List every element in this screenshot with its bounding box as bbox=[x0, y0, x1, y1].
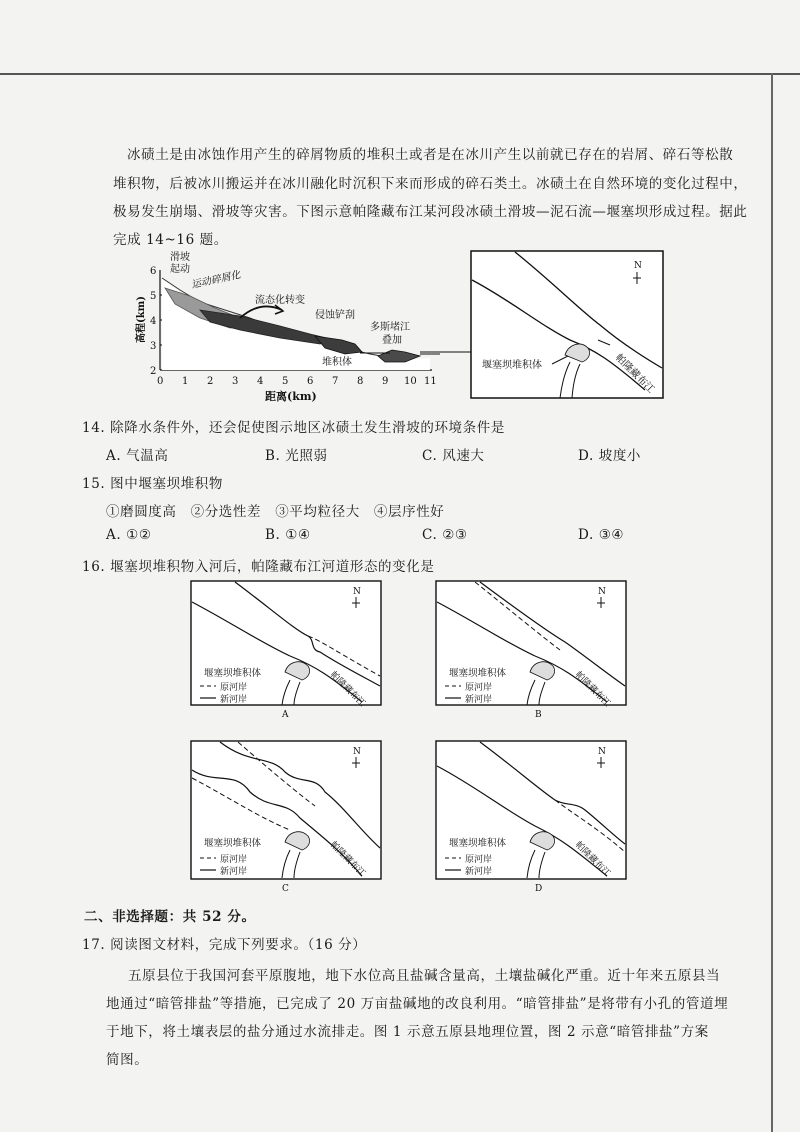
ytick-4: 4 bbox=[150, 316, 157, 327]
y-axis-label: 高程(km) bbox=[136, 296, 147, 343]
q16-panel-a[interactable] bbox=[190, 580, 385, 720]
q16-panel-b[interactable] bbox=[435, 580, 630, 720]
svg-text:堰塞坝堆积体: 堰塞坝堆积体 bbox=[204, 838, 262, 849]
svg-text:N: N bbox=[598, 747, 606, 757]
svg-text:N: N bbox=[353, 747, 361, 757]
label-slide-1: 滑坡 bbox=[170, 252, 190, 263]
label-multi-2: 叠加 bbox=[382, 335, 402, 346]
q17-line-3: 于地下，将土壤表层的盐分通过水流排走。图 1 示意五原县地理位置，图 2 示意“暗管排盐”方案 bbox=[106, 1024, 709, 1040]
q14-stem: 14. 除降水条件外，还会促使图示地区冰碛土发生滑坡的环境条件是 bbox=[82, 420, 505, 436]
q14-option-a[interactable]: A. 气温高 bbox=[106, 448, 169, 464]
north-label: N bbox=[634, 261, 642, 271]
xtick-11: 11 bbox=[424, 376, 437, 387]
label-multi-1: 多斯堵江 bbox=[370, 322, 410, 333]
q17-stem: 17. 阅读图文材料，完成下列要求。（16 分） bbox=[82, 937, 367, 953]
ytick-5: 5 bbox=[150, 291, 157, 302]
svg-text:帕隆藏布江: 帕隆藏布江 bbox=[572, 840, 612, 879]
svg-text:帕隆藏布江: 帕隆藏布江 bbox=[327, 840, 367, 879]
label-deposit: 堆积体 bbox=[322, 357, 352, 368]
svg-text:B: B bbox=[535, 710, 542, 720]
q15-stem: 15. 图中堰塞坝堆积物 bbox=[82, 476, 223, 492]
svg-text:新河岸: 新河岸 bbox=[220, 867, 248, 877]
river-label: 帕隆藏布江 bbox=[612, 352, 657, 396]
xtick-0: 0 bbox=[157, 376, 164, 387]
intro-line-4: 完成 14~16 题。 bbox=[113, 232, 228, 248]
xtick-4: 4 bbox=[257, 376, 264, 387]
svg-text:堰塞坝堆积体: 堰塞坝堆积体 bbox=[449, 838, 507, 849]
section-2-heading: 二、非选择题：共 52 分。 bbox=[84, 909, 256, 925]
q17-line-1: 五原县位于我国河套平原腹地，地下水位高且盐碱含量高，土壤盐碱化严重。近十年来五原县当 bbox=[128, 968, 721, 984]
q14-option-b[interactable]: B. 光照弱 bbox=[265, 448, 328, 464]
svg-text:堰塞坝堆积体: 堰塞坝堆积体 bbox=[449, 668, 507, 679]
xtick-1: 1 bbox=[182, 376, 189, 387]
svg-text:A: A bbox=[282, 710, 289, 720]
intro-line-2: 堆积物，后被冰川搬运并在冰川融化时沉积下来而形成的碎石类土。冰碛土在自然环境的变化过程中， bbox=[113, 176, 748, 192]
xtick-2: 2 bbox=[207, 376, 214, 387]
intro-line-1: 冰碛土是由冰蚀作用产生的碎屑物质的堆积土或者是在冰川产生以前就已存在的岩屑、碎石等松散 bbox=[127, 147, 734, 163]
elevation-profile-figure bbox=[130, 248, 440, 408]
svg-text:N: N bbox=[598, 587, 606, 597]
svg-text:新河岸: 新河岸 bbox=[465, 695, 493, 705]
svg-text:原河岸: 原河岸 bbox=[220, 855, 248, 865]
svg-text:原河岸: 原河岸 bbox=[220, 683, 248, 693]
xtick-7: 7 bbox=[332, 376, 339, 387]
river-map-figure bbox=[470, 250, 665, 400]
svg-text:帕隆藏布江: 帕隆藏布江 bbox=[327, 670, 367, 709]
q15-option-d[interactable]: D. ③④ bbox=[578, 527, 625, 543]
q17-line-4: 简图。 bbox=[106, 1052, 149, 1068]
svg-text:新河岸: 新河岸 bbox=[465, 867, 493, 877]
svg-text:原河岸: 原河岸 bbox=[465, 683, 493, 693]
xtick-8: 8 bbox=[357, 376, 364, 387]
q17-line-2: 地通过“暗管排盐”等措施，已完成了 20 万亩盐碱地的改良利用。“暗管排盐”是将带有小孔的管道埋 bbox=[106, 996, 729, 1012]
ytick-2: 2 bbox=[150, 366, 157, 377]
q16-panel-c[interactable] bbox=[190, 740, 385, 895]
q15-option-c[interactable]: C. ②③ bbox=[422, 527, 468, 543]
label-erosion: 侵蚀铲刮 bbox=[315, 310, 355, 321]
svg-text:原河岸: 原河岸 bbox=[465, 855, 493, 865]
q16-stem: 16. 堰塞坝堆积物入河后，帕隆藏布江河道形态的变化是 bbox=[82, 559, 435, 575]
label-flow: 流态化转变 bbox=[255, 295, 305, 306]
xtick-3: 3 bbox=[232, 376, 239, 387]
dam-label: 堰塞坝堆积体 bbox=[482, 360, 542, 371]
q15-option-b[interactable]: B. ①④ bbox=[265, 527, 311, 543]
xtick-10: 10 bbox=[404, 376, 417, 387]
svg-text:帕隆藏布江: 帕隆藏布江 bbox=[572, 670, 612, 709]
svg-text:N: N bbox=[353, 587, 361, 597]
label-slide-2: 起动 bbox=[170, 264, 190, 275]
svg-text:C: C bbox=[282, 884, 289, 894]
q14-option-c[interactable]: C. 风速大 bbox=[422, 448, 485, 464]
intro-line-3: 极易发生崩塌、滑坡等灾害。下图示意帕隆藏布江某河段冰碛土滑坡—泥石流—堰塞坝形成过程。据此 bbox=[113, 204, 748, 220]
svg-text:D: D bbox=[535, 884, 543, 894]
q16-panel-d[interactable] bbox=[435, 740, 630, 895]
q14-option-d[interactable]: D. 坡度小 bbox=[578, 448, 642, 464]
page-border-top bbox=[0, 73, 800, 75]
xtick-5: 5 bbox=[282, 376, 289, 387]
ytick-6: 6 bbox=[150, 266, 157, 277]
xtick-6: 6 bbox=[307, 376, 314, 387]
x-axis-label: 距离(km) bbox=[265, 390, 317, 403]
page-border-right bbox=[771, 73, 773, 1132]
q15-option-a[interactable]: A. ①② bbox=[106, 527, 152, 543]
xtick-9: 9 bbox=[382, 376, 389, 387]
ytick-3: 3 bbox=[150, 341, 157, 352]
q15-items: ①磨圆度高 ②分选性差 ③平均粒径大 ④层序性好 bbox=[106, 504, 445, 520]
svg-text:堰塞坝堆积体: 堰塞坝堆积体 bbox=[204, 668, 262, 679]
svg-text:新河岸: 新河岸 bbox=[220, 695, 248, 705]
label-fragment: 运动碎屑化 bbox=[190, 269, 242, 291]
